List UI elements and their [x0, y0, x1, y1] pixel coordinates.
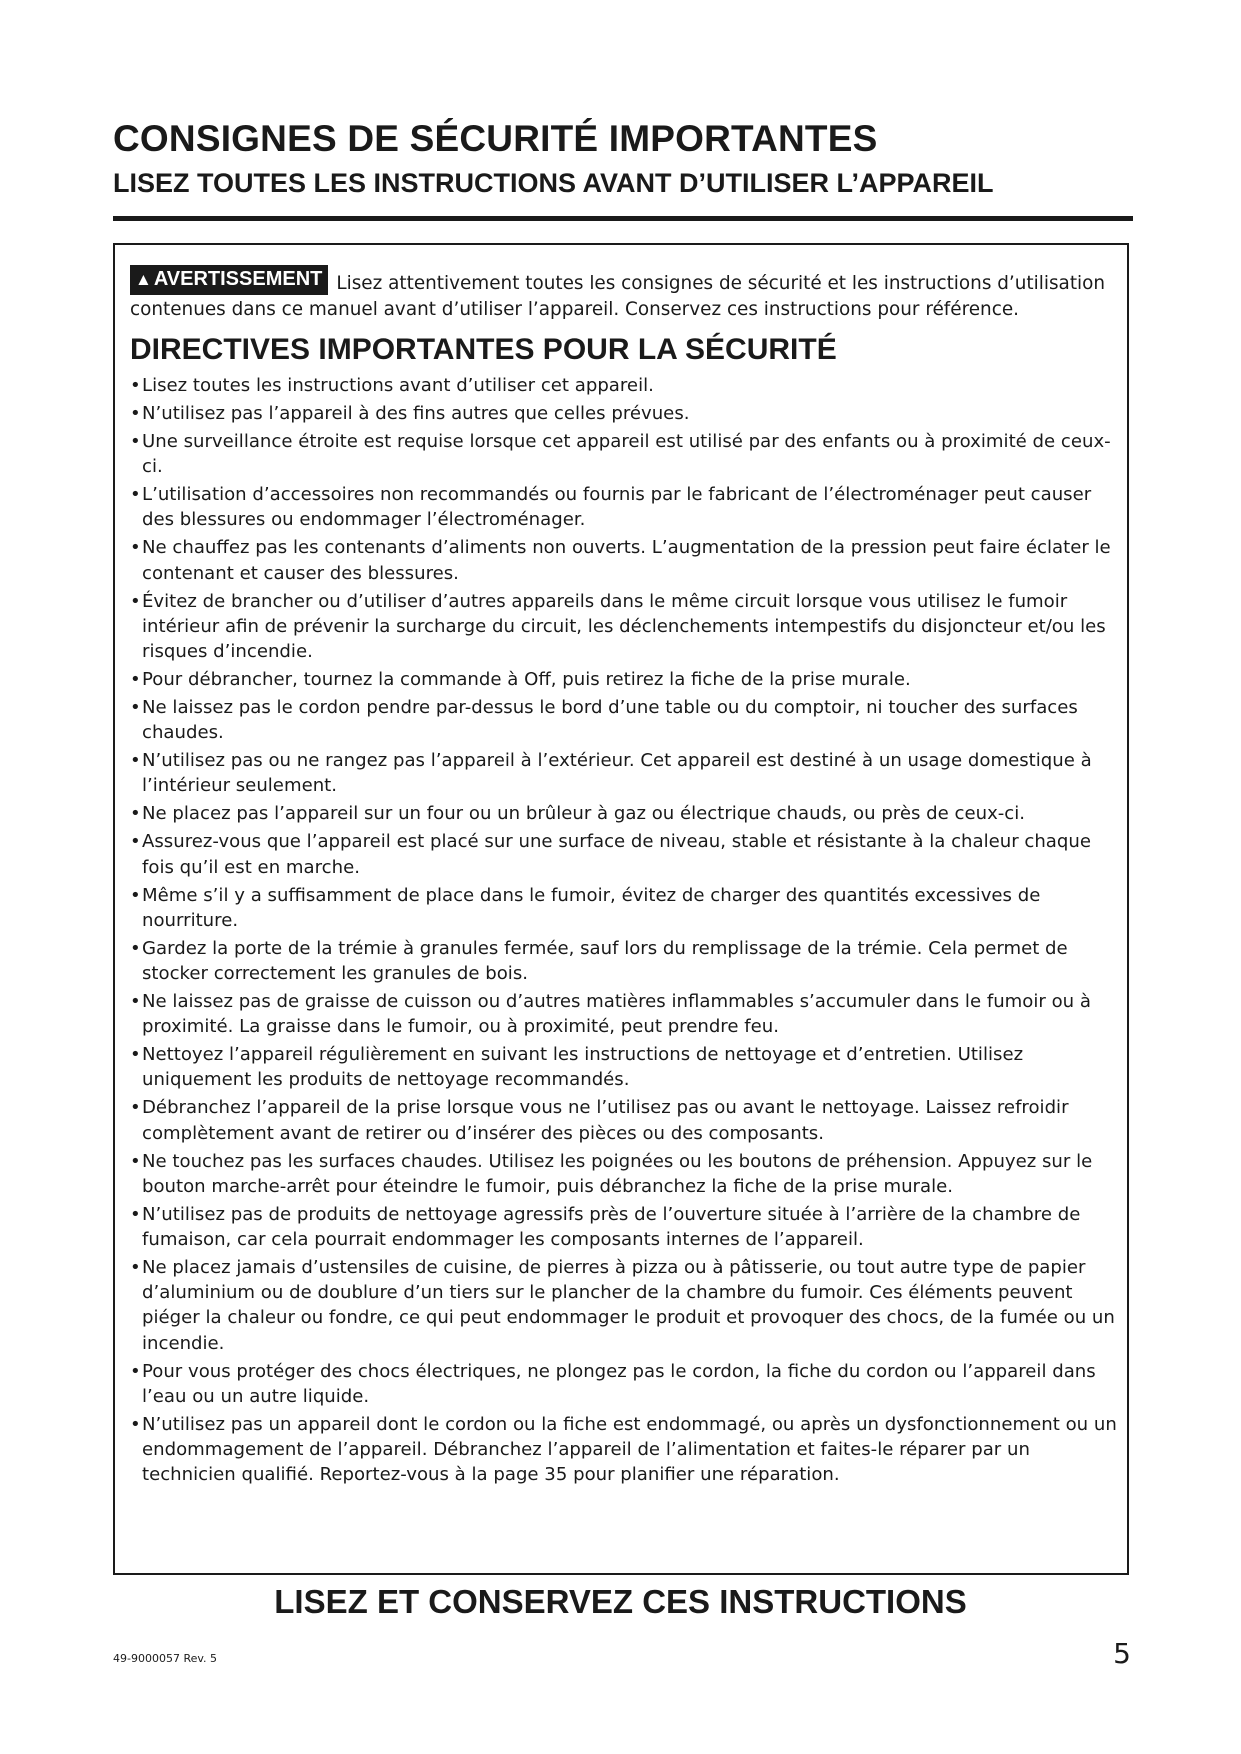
- safety-rule-text: Ne placez jamais d’ustensiles de cuisine, de pierres à pizza ou à pâtisserie, ou tout autre type de papier d’aluminium ou de doublure d’un tiers sur le plancher de la chambre du fumoir. Ces éléments peuvent piéger la chaleur ou fondre, ce qui peut endommager le produit et provoquer des chocs, de la fumée ou un incendie.: [142, 1257, 1115, 1354]
- bullet-marker: •: [130, 1203, 141, 1225]
- safety-rule-item: [130, 535, 1120, 585]
- safety-rule-text: Une surveillance étroite est requise lorsque cet appareil est utilisé par des enfants ou à proximité de ceux-ci.: [142, 431, 1111, 478]
- safety-rule-item: [130, 401, 1120, 426]
- safety-box: [113, 243, 1129, 1575]
- safety-rule-text: L’utilisation d’accessoires non recommandés ou fournis par le fabricant de l’électroménager peut causer des blessures ou endommager l’électroménager.: [142, 484, 1092, 531]
- safety-rule-text: Pour vous protéger des chocs électriques, ne plongez pas le cordon, la fiche du cordon ou l’appareil dans l’eau ou un autre liquide.: [142, 1360, 1096, 1407]
- safety-rule-item: [130, 989, 1120, 1039]
- warning-badge: [130, 265, 328, 295]
- safety-rule-text: N’utilisez pas ou ne rangez pas l’appareil à l’extérieur. Cet appareil est destiné à un usage domestique à l’intérieur seulement.: [142, 750, 1092, 797]
- bullet-marker: •: [130, 1257, 141, 1279]
- safety-rule-item: [130, 429, 1120, 479]
- safety-rule-item: [130, 1042, 1120, 1092]
- bullet-marker: •: [130, 590, 141, 612]
- bullet-marker: •: [130, 937, 141, 959]
- bullet-marker: •: [130, 669, 141, 691]
- warning-paragraph: [130, 265, 1120, 322]
- bullet-marker: •: [130, 884, 141, 906]
- safety-rule-text: Même s’il y a suffisamment de place dans le fumoir, évitez de charger des quantités excessives de nourriture.: [142, 884, 1041, 931]
- bullet-marker: •: [130, 697, 141, 719]
- safety-rule-text: Gardez la porte de la trémie à granules fermée, sauf lors du remplissage de la trémie. Cela permet de stocker correctement les granules de bois.: [142, 937, 1068, 985]
- safety-rule-item: [130, 748, 1120, 798]
- safety-rule-item: [130, 1255, 1120, 1356]
- safety-rule-item: [130, 1359, 1120, 1409]
- safety-rule-text: Nettoyez l’appareil régulièrement en suivant les instructions de nettoyage et d’entretien. Utilisez uniquement les produits de nettoyage recommandés.: [142, 1044, 1024, 1091]
- safety-rule-item: [130, 801, 1120, 826]
- bullet-marker: •: [130, 991, 141, 1013]
- bullet-marker: •: [130, 484, 141, 506]
- safety-rule-text: N’utilisez pas l’appareil à des fins autres que celles prévues.: [142, 403, 690, 424]
- safety-rule-text: N’utilisez pas un appareil dont le cordon ou la fiche est endommagé, ou après un dysfonctionnement ou un endommagement de l’appareil. Débranchez l’appareil de l’alimentation et faites-le réparer par un technicien qualifié. Reportez-vous à la page 35 pour planifier une réparation.: [142, 1413, 1117, 1486]
- bullet-marker: •: [130, 1097, 141, 1119]
- safety-rule-text: Assurez-vous que l’appareil est placé sur une surface de niveau, stable et résistante à la chaleur chaque fois qu’il est en marche.: [142, 831, 1091, 878]
- safety-rule-item: [130, 1095, 1120, 1145]
- page-subtitle: LISEZ TOUTES LES INSTRUCTIONS AVANT D’UTILISER L’APPAREIL: [113, 168, 994, 198]
- warning-badge-label: AVERTISSEMENT: [153, 268, 323, 290]
- safety-box-content: [130, 265, 1120, 1490]
- safety-rule-text: Ne touchez pas les surfaces chaudes. Utilisez les poignées ou les boutons de préhension. Appuyez sur le bouton marche-arrêt pour éteindre le fumoir, puis débranchez la fiche de la prise murale.: [142, 1150, 1093, 1197]
- warning-text: Lisez attentivement toutes les consignes de sécurité et les instructions d’utilisation contenues dans ce manuel avant d’utiliser l’appareil. Conservez ces instructions pour référence.: [130, 273, 1106, 320]
- section-heading: DIRECTIVES IMPORTANTES POUR LA SÉCURITÉ: [130, 333, 837, 366]
- safety-rule-text: Ne placez pas l’appareil sur un four ou un brûleur à gaz ou électrique chauds, ou près de ceux-ci.: [142, 803, 1026, 825]
- footer-heading: LISEZ ET CONSERVEZ CES INSTRUCTIONS: [274, 1583, 967, 1620]
- bullet-marker: •: [130, 1150, 141, 1172]
- safety-rule-item: [130, 883, 1120, 933]
- bullet-marker: •: [130, 375, 141, 396]
- safety-rules-list: [130, 373, 1120, 1487]
- safety-rule-text: Débranchez l’appareil de la prise lorsque vous ne l’utilisez pas ou avant le nettoyage. Laissez refroidir complètement avant de retirer ou d’insérer des pièces ou des composants.: [142, 1097, 1069, 1144]
- safety-rule-item: [130, 695, 1120, 745]
- page-number: 5: [1113, 1637, 1131, 1670]
- bullet-marker: •: [130, 831, 141, 853]
- safety-rule-text: Pour débrancher, tournez la commande à Off, puis retirez la fiche de la prise murale.: [142, 669, 911, 691]
- safety-rule-item: [130, 1412, 1120, 1488]
- safety-rule-item: [130, 829, 1120, 879]
- safety-rule-item: [130, 1149, 1120, 1199]
- safety-rule-item: [130, 936, 1120, 986]
- safety-rule-item: [130, 373, 1120, 398]
- title-divider: [113, 216, 1133, 221]
- safety-rule-item: [130, 1202, 1120, 1252]
- document-number: 49-9000057 Rev. 5: [113, 1652, 218, 1665]
- safety-rule-item: [130, 482, 1120, 532]
- safety-rule-text: Ne laissez pas le cordon pendre par-dessus le bord d’une table ou du comptoir, ni toucher des surfaces chaudes.: [142, 697, 1078, 744]
- bullet-marker: •: [130, 1044, 141, 1066]
- bullet-marker: •: [130, 1360, 141, 1382]
- safety-rule-text: Ne laissez pas de graisse de cuisson ou d’autres matières inflammables s’accumuler dans le fumoir ou à proximité. La graisse dans le fumoir, ou à proximité, peut prendre feu.: [142, 991, 1091, 1038]
- bullet-marker: •: [130, 1413, 141, 1435]
- safety-rule-text: Ne chauffez pas les contenants d’aliments non ouverts. L’augmentation de la pression peut faire éclater le contenant et causer des blessures.: [142, 537, 1111, 584]
- safety-rule-item: [130, 589, 1120, 665]
- safety-rule-text: N’utilisez pas de produits de nettoyage agressifs près de l’ouverture située à l’arrière de la chambre de fumaison, car cela pourrait endommager les composants internes de l’appareil.: [142, 1203, 1081, 1251]
- warning-triangle-icon: ▲: [135, 270, 152, 289]
- bullet-marker: •: [130, 537, 141, 559]
- safety-rule-text: Évitez de brancher ou d’utiliser d’autres appareils dans le même circuit lorsque vous utilisez le fumoir intérieur afin de prévenir la surcharge du circuit, les déclenchements intempestifs du disjoncteur et/ou les risques d’incendie.: [142, 590, 1106, 663]
- bullet-marker: •: [130, 750, 141, 772]
- bullet-marker: •: [130, 803, 141, 825]
- bullet-marker: •: [130, 403, 141, 424]
- safety-rule-text: Lisez toutes les instructions avant d’utiliser cet appareil.: [142, 375, 654, 396]
- safety-rule-item: [130, 667, 1120, 692]
- page-title: CONSIGNES DE SÉCURITÉ IMPORTANTES: [113, 118, 878, 159]
- bullet-marker: •: [130, 431, 141, 452]
